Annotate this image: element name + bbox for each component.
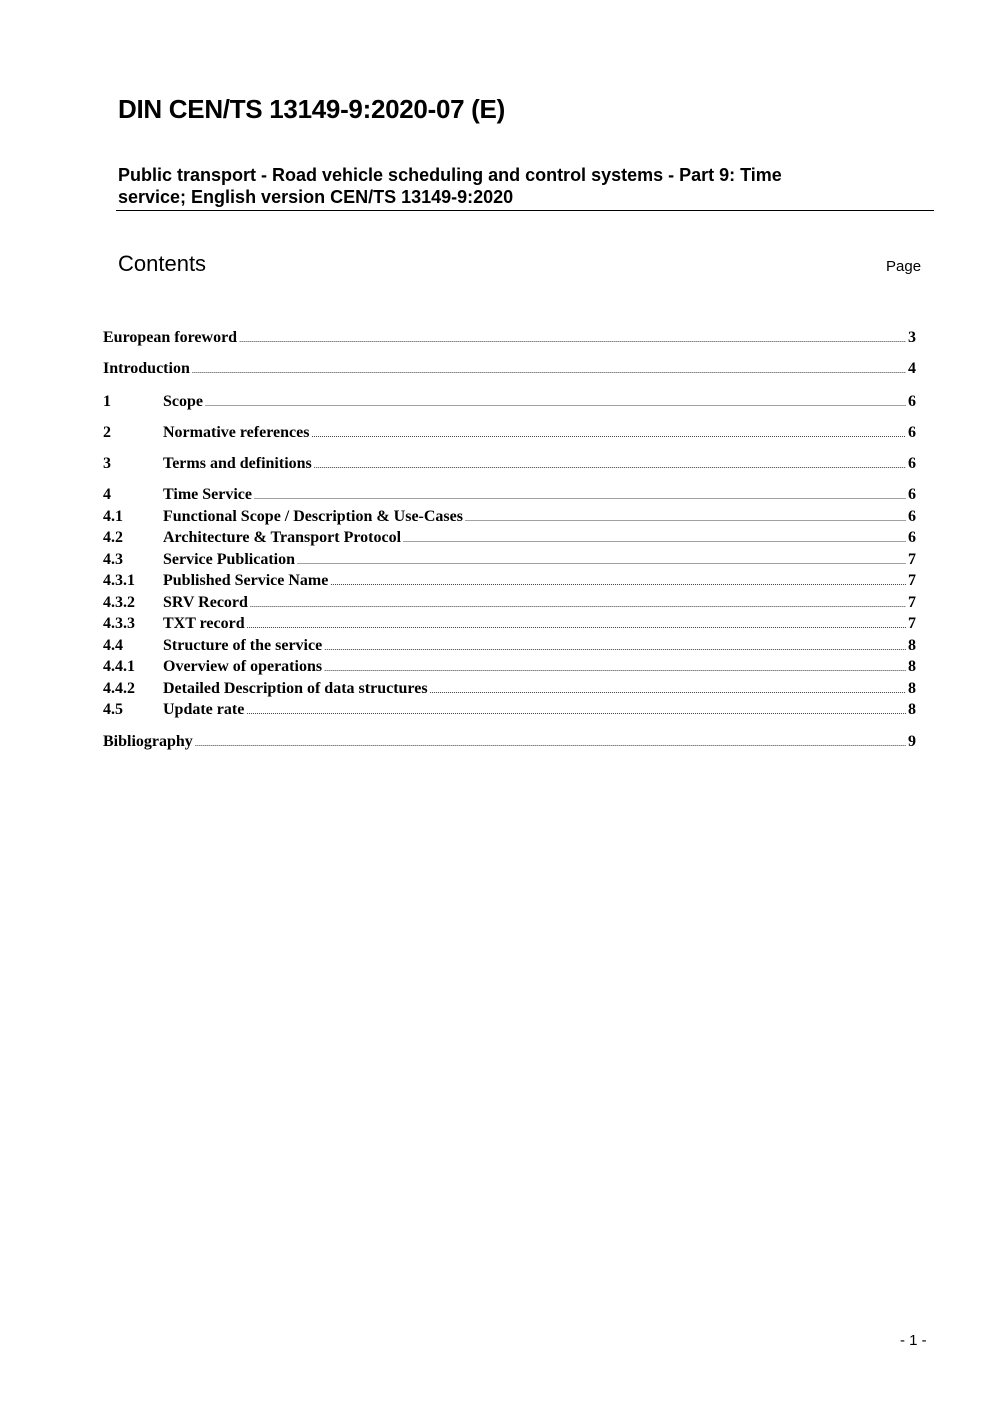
toc-entry-page: 6 (908, 486, 916, 503)
toc-entry[interactable] (103, 699, 916, 720)
toc-entry-page: 9 (908, 733, 916, 750)
toc-dot-leader (247, 615, 906, 636)
toc-entry-page: 6 (908, 393, 916, 410)
toc-entry[interactable] (103, 635, 916, 656)
toc-entry-page: 6 (908, 424, 916, 441)
toc-entry-title: Terms and definitions (163, 455, 312, 472)
toc-entry[interactable] (103, 527, 916, 548)
toc-entry[interactable] (103, 592, 916, 613)
toc-dot-leader (324, 658, 906, 679)
toc-entry-title: Detailed Description of data structures (163, 680, 428, 697)
toc-entry-number: 4.2 (103, 529, 123, 546)
toc-entry[interactable] (103, 327, 916, 348)
toc-entry-number: 4.1 (103, 508, 123, 525)
contents-heading: Contents (118, 251, 207, 276)
toc-dot-leader (430, 680, 906, 701)
toc-dot-leader (239, 329, 906, 350)
toc-entry-number: 4.3.1 (103, 572, 135, 589)
toc-entry-title: TXT record (163, 615, 245, 632)
toc-entry-page: 4 (908, 360, 916, 377)
toc-entry-page: 8 (908, 701, 916, 718)
toc-entry-page: 7 (908, 615, 916, 632)
toc-dot-leader (254, 486, 906, 507)
toc-entry-title: Update rate (163, 701, 245, 718)
toc-entry-title: Functional Scope / Description & Use-Cases (163, 508, 463, 525)
toc-dot-leader (246, 701, 906, 722)
toc-entry-page: 8 (908, 680, 916, 697)
toc-entry-number: 2 (103, 424, 111, 441)
toc-dot-leader (250, 594, 906, 615)
toc-entry-title: Introduction (103, 360, 190, 377)
toc-entry-number: 4.3.2 (103, 594, 135, 611)
toc-entry-title: European foreword (103, 329, 238, 346)
toc-entry-number: 3 (103, 455, 111, 472)
document-id: DIN CEN/TS 13149-9:2020-07 (E) (118, 94, 505, 124)
toc-entry-title: Architecture & Transport Protocol (163, 529, 402, 546)
toc-entry-number: 4.4 (103, 637, 123, 654)
toc-entry-number: 4.4.2 (103, 680, 135, 697)
toc-dot-leader (195, 733, 906, 754)
toc-entry-page: 7 (908, 594, 916, 611)
toc-dot-leader (324, 637, 906, 658)
toc-dot-leader (314, 455, 906, 476)
toc-entry-page: 8 (908, 658, 916, 675)
toc-entry[interactable] (103, 613, 916, 634)
toc-entry-page: 6 (908, 455, 916, 472)
subtitle-divider (116, 210, 934, 211)
toc-entry-title: Normative references (163, 424, 310, 441)
toc-entry[interactable] (103, 549, 916, 570)
toc-entry-number: 4.3 (103, 551, 123, 568)
toc-entry-title: Structure of the service (163, 637, 323, 654)
toc-entry[interactable] (103, 358, 916, 379)
toc-dot-leader (205, 393, 906, 414)
toc-entry[interactable] (103, 391, 916, 412)
toc-dot-leader (330, 572, 906, 593)
toc-entry-page: 6 (908, 529, 916, 546)
toc-entry-number: 4.5 (103, 701, 123, 718)
subtitle-line-2: service; English version CEN/TS 13149-9:2020 (118, 187, 514, 207)
toc-entry-page: 6 (908, 508, 916, 525)
toc-dot-leader (403, 529, 906, 550)
subtitle-line-1: Public transport - Road vehicle scheduling and control systems - Part 9: Time (118, 165, 782, 185)
toc-entry-page: 8 (908, 637, 916, 654)
toc-entry[interactable] (103, 422, 916, 443)
toc-entry-title: Time Service (163, 486, 253, 503)
toc-entry-title: Scope (163, 393, 203, 410)
toc-dot-leader (311, 424, 906, 445)
toc-entry[interactable] (103, 678, 916, 699)
page-number: - 1 - (900, 1332, 927, 1349)
toc-entry-title: Published Service Name (163, 572, 329, 589)
toc-entry-title: Bibliography (103, 733, 193, 750)
toc-entry[interactable] (103, 484, 916, 505)
toc-entry-page: 7 (908, 551, 916, 568)
toc-entry-number: 1 (103, 393, 111, 410)
toc-entry[interactable] (103, 453, 916, 474)
toc-entry-page: 3 (908, 329, 916, 346)
toc-dot-leader (192, 360, 906, 381)
toc-entry-number: 4 (103, 486, 111, 503)
toc-entry-title: Service Publication (163, 551, 295, 568)
toc-entry-number: 4.4.1 (103, 658, 135, 675)
toc-entry[interactable] (103, 656, 916, 677)
page-column-heading: Page (886, 258, 922, 275)
toc-entry-title: Overview of operations (163, 658, 323, 675)
toc-entry-number: 4.3.3 (103, 615, 135, 632)
toc-entry-title: SRV Record (163, 594, 248, 611)
toc-dot-leader (465, 508, 906, 529)
toc-dot-leader (297, 551, 906, 572)
toc-entry[interactable] (103, 506, 916, 527)
toc-entry-page: 7 (908, 572, 916, 589)
document-subtitle (118, 164, 928, 208)
toc-entry[interactable] (103, 731, 916, 752)
toc-entry[interactable] (103, 570, 916, 591)
